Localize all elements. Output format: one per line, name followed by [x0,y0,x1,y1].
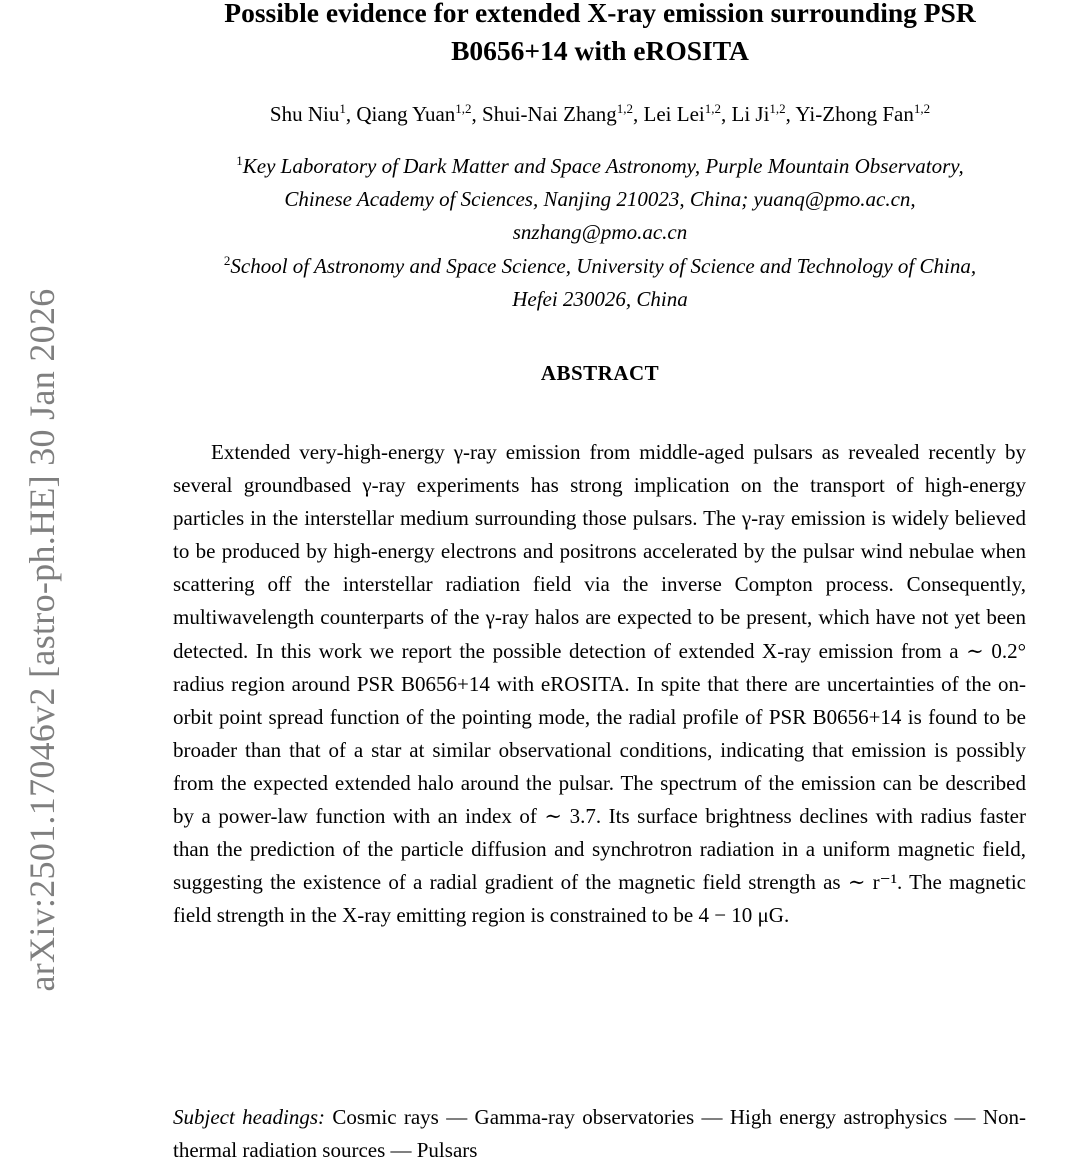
author-1-affiliation: 1 [339,101,346,116]
author-4: Lei Lei$^{1,2}$, [643,101,732,126]
author-list [125,100,1075,128]
affiliation-2-line-2: Hefei 230026, China [512,287,688,311]
author-6: Yi-Zhong Fan$^{1,2}$ [795,101,931,126]
author-4-affiliation: 1,2 [704,101,721,116]
affiliation-1-line-3: snzhang@pmo.ac.cn [512,220,688,244]
author-3-affiliation: 1,2 [616,101,634,116]
affiliation-2-line-1: School of Astronomy and Space Science, University of Science and Technology of China, [230,254,977,278]
title-line-2: B0656+14 with eROSITA [451,35,749,66]
author-2-affiliation: 1,2 [455,101,472,116]
affiliation-2-mark: 2 [223,253,231,268]
affiliation-1 [118,150,1075,249]
arxiv-sidebar [0,0,60,1163]
affiliation-1-line-2: Chinese Academy of Sciences, Nanjing 210023, China; yuanq@pmo.ac.cn, [284,187,916,211]
author-2: Qiang Yuan$^{1,2}$, [356,101,483,126]
paper-title [125,0,1075,70]
affiliation-1-mark: 1 [236,153,243,168]
affiliation-2 [118,250,1075,316]
subject-headings-label: Subject headings: [173,1105,325,1129]
author-1: Shu Niu$^1$, [269,101,357,126]
affiliation-1-line-1: Key Laboratory of Dark Matter and Space Astronomy, Purple Mountain Observatory, [242,154,964,178]
title-line-1: Possible evidence for extended X-ray emission surrounding PSR [224,0,976,28]
subject-headings [173,1101,1026,1167]
author-5: Li Ji$^{1,2}$, [731,101,796,126]
abstract-heading: ABSTRACT [540,361,660,385]
abstract-text: Extended very-high-energy γ-ray emission from middle-aged pulsars as revealed recently by several groundbased γ-ray experiments has strong implication on the transport of high-energy particles in the interstellar medium surrounding those pulsars. The γ-ray emission is widely believed to be produced by high-energy electrons and positrons accelerated by the pulsar wind nebulae when scattering off the interstellar radiation field via the inverse Compton process. Consequently, multiwavelength counterparts of the γ-ray halos are expected to be present, which have not yet been detected. In this work we report the possible detection of extended X-ray emission from a ∼ 0.2° radius region around PSR B0656+14 with eROSITA. In spite that there are uncertainties of the on-orbit point spread function of the pointing mode, the radial profile of PSR B0656+14 is found to be broader than that of a star at similar observational conditions, indicating that emission is possibly from the expected extended halo around the pulsar. The spectrum of the emission can be described by a power-law function with an index of ∼ 3.7. Its surface brightness declines with radius faster than the prediction of the particle diffusion and synchrotron radiation in a uniform magnetic field, suggesting the existence of a radial gradient of the magnetic field strength as ∼ r⁻¹. The magnetic field strength in the X-ray emitting region is constrained to be 4 − 10 μG. [173,440,1026,928]
author-5-affiliation: 1,2 [769,101,786,116]
subject-headings-text: Cosmic rays — Gamma-ray observatories — High energy astrophysics — Non-thermal radiation sources — Pulsars [173,1105,1026,1162]
author-6-affiliation: 1,2 [913,101,931,116]
author-3: Shui-Nai Zhang$^{1,2}$, [482,101,644,126]
arxiv-identifier: arXiv:2501.17046v2 [astro-ph.HE] 30 Jan 2026 [22,288,62,992]
